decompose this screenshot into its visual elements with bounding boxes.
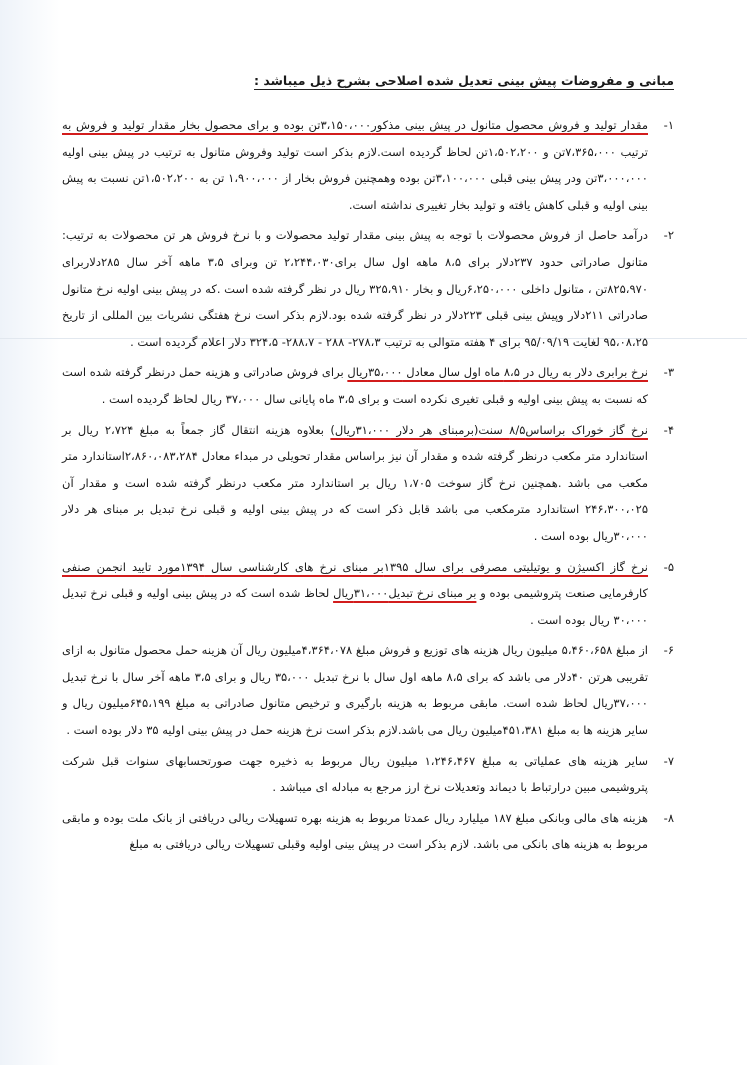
list-item-7 (62, 748, 674, 801)
highlighted-text: مقدار تولید و فروش محصول متانول در پیش بینی مذکور۳،۱۵۰،۰۰۰تن بوده و برای محصول بخار مقدار تولید و فروش به (62, 118, 648, 132)
item-number: ۱- (663, 118, 674, 132)
highlighted-text: نرخ گاز اکسیژن و یوتیلیتی مصرفی برای سال ۱۳۹۵بر مبنای نرخ های کارشناسی سال ۱۳۹۴مورد تایید انجمن صنفی (62, 559, 649, 574)
list-item-5 (62, 554, 674, 634)
item-text (62, 222, 648, 355)
list-item-1 (62, 112, 674, 218)
list-item-6 (62, 637, 674, 743)
item-text (62, 359, 648, 412)
item-text (62, 748, 648, 801)
highlighted-text: نرخ برابری دلار به ریال در ۸،۵ ماه اول سال معادل ۳۵،۰۰۰ریال (347, 365, 648, 380)
document-body (62, 70, 674, 862)
item-body: لحاظ شده است که در پیش بینی اولیه و قبلی نرخ تبدیل ۳۰،۰۰۰ ریال بوده است . (62, 586, 648, 627)
item-number: ۶- (663, 643, 674, 658)
item-number: ۲- (663, 228, 674, 243)
item-number: ۵- (663, 559, 674, 574)
item-number: ۷- (663, 753, 674, 768)
item-body-middle: کارفرمایی صنعت پتروشیمی بوده و (476, 586, 648, 601)
item-number: ۳- (663, 365, 674, 380)
list-item-3 (62, 359, 674, 412)
list-item-2 (62, 222, 674, 355)
item-body: هزینه های مالی وبانکی مبلغ ۱۸۷ میلیارد ریال عمدتا مربوط به هزینه بهره تسهیلات ریالی دریافتی از بانک ملت بوده و مابقی مربوط به هزینه های بانکی می باشد. لازم بذکر است در پیش بینی اولیه وقبلی تسهیلات ریالی دریافتی به مبلغ (62, 810, 648, 852)
item-text (62, 554, 648, 634)
item-number: ۸- (663, 810, 674, 825)
item-body: برای فروش صادراتی و هزینه حمل درنظر گرفته شده است که نسبت به پیش بینی اولیه و قبلی تغیری نکرده است و برای ۳،۵ ماه پایانی سال ۳۷،۰۰۰ ریال لحاظ گردیده است . (61, 365, 648, 406)
item-body: از مبلغ ۵،۴۶۰،۶۵۸ میلیون ریال هزینه های توزیع و فروش مبلغ ۴،۳۶۴،۰۷۸میلیون ریال آن هزینه حمل محصول متانول به ازای تقریبی هرتن ۴۰دلار می باشد که برای ۸،۵ ماهه اول سال با نرخ تبدیل ۳۵،۰۰۰ ریال و برای ۳،۵ ماهه آخر سال با نرخ تبدیل ۳۷،۰۰۰ریال لحاظ شده است. مابقی مربوط به هزینه بارگیری و ترخیص متانول صادراتی به مبلغ ۶۴۵،۱۹۹میلیون ریال و سایر هزینه ها به مبلغ ۴۵۱،۳۸۱میلیون ریال می باشد.لازم بذکر است نرخ هزینه حمل در پیش بینی اولیه ۳۵ دلار بوده است . (62, 643, 649, 738)
highlighted-text: نرخ گاز خوراک براساس۸/۵ سنت(برمبنای هر دلار ۳۱،۰۰۰ریال) (330, 422, 648, 437)
list-item-4 (62, 417, 674, 550)
highlighted-text-2: بر مبنای نرخ تبدیل۳۱،۰۰۰ریال (333, 586, 477, 601)
item-body: بعلاوه هزینه انتقال گاز جمعاً به مبلغ ۲،۷۲۴ ریال بر استاندارد متر مکعب درنظر گرفته شده و مقدار آن نیز براساس مقدار تحویلی در مبداء معادل ۲،۸۶۰،۰۸۳،۲۸۴استاندارد متر مکعب می باشد .همچنین نرخ گاز سوخت ۱،۷۰۵ ریال بر استاندارد متر مکعب درنظر گرفته شده است و مقدار آن ۲۴۶،۳۰۰،۰۲۵ استاندارد مترمکعب می باشد قابل ذکر است که در پیش بینی اولیه و قبلی نرخ تبدیل بر مبنای هر دلار ۳۰،۰۰۰ریال بوده است . (62, 422, 648, 543)
item-text (62, 805, 648, 858)
item-text (62, 637, 648, 743)
item-number: ۴- (663, 422, 674, 437)
item-body: سایر هزینه های عملیاتی به مبلغ ۱،۲۴۶،۴۶۷ میلیون ریال مربوط به ذخیره جهت صورتحسابهای سنوات قبل شرکت پتروشیمی مبین درارتباط با دیماند وتعدیلات نرخ ارز مرجع به مبادله ای میباشد . (62, 753, 649, 795)
item-text (62, 417, 648, 550)
document-heading: مبانی و مفروضات پیش بینی تعدیل شده اصلاحی بشرح ذیل میباشد : (254, 73, 674, 88)
item-body: درآمد حاصل از فروش محصولات با توجه به پیش بینی مقدار تولید محصولات و با نرخ فروش هر تن محصولات به ترتیب: متانول صادراتی حدود ۲۳۷دلار برای ۸،۵ ماهه اول سال برای۲،۲۴۴،۰۳۰ تن وبرای ۳،۵ ماهه آخر سال ۲۸۵دلاربرای ۸۲۵،۹۷۰تن ، متانول داخلی ۶،۲۵۰،۰۰۰ریال و بخار ۳۲۵،۹۱۰ ریال در نظر گرفته شده است .که در پیش بینی اولیه نرخ متانول صادراتی ۲۱۱دلار وپیش بینی قبلی ۲۲۳دلار در نظر گرفته شده بود.لازم بذکر است نرخ هفتگی نشریات بین المللی از تاریخ ۹۵،۰۸،۲۵ لغایت ۹۵/۰۹/۱۹ برای ۴ هفته متوالی به ترتیب ۲۷۸،۳- ۲۸۸ - ۲۸۸،۷- ۳۲۴،۵ دلار اعلام گردیده است . (62, 228, 648, 349)
list-item-8 (62, 805, 674, 858)
item-text (62, 112, 648, 218)
item-body: ترتیب ۷،۳۶۵،۰۰۰تن و ۱،۵۰۲،۲۰۰تن لحاظ گردیده است.لازم بذکر است تولید وفروش متانول به ترتیب در پیش بینی اولیه ۳،۰۰۰،۰۰۰تن ودر پیش بینی قبلی ۳،۱۰۰،۰۰۰تن بوده وهمچنین فروش بخار از ۱،۹۰۰،۰۰۰ تن به ۱،۵۰۲،۲۰۰تن نسبت به پیش بینی اولیه و قبلی کاهش یافته و تولید بخار تغییری نداشته است. (62, 144, 648, 212)
